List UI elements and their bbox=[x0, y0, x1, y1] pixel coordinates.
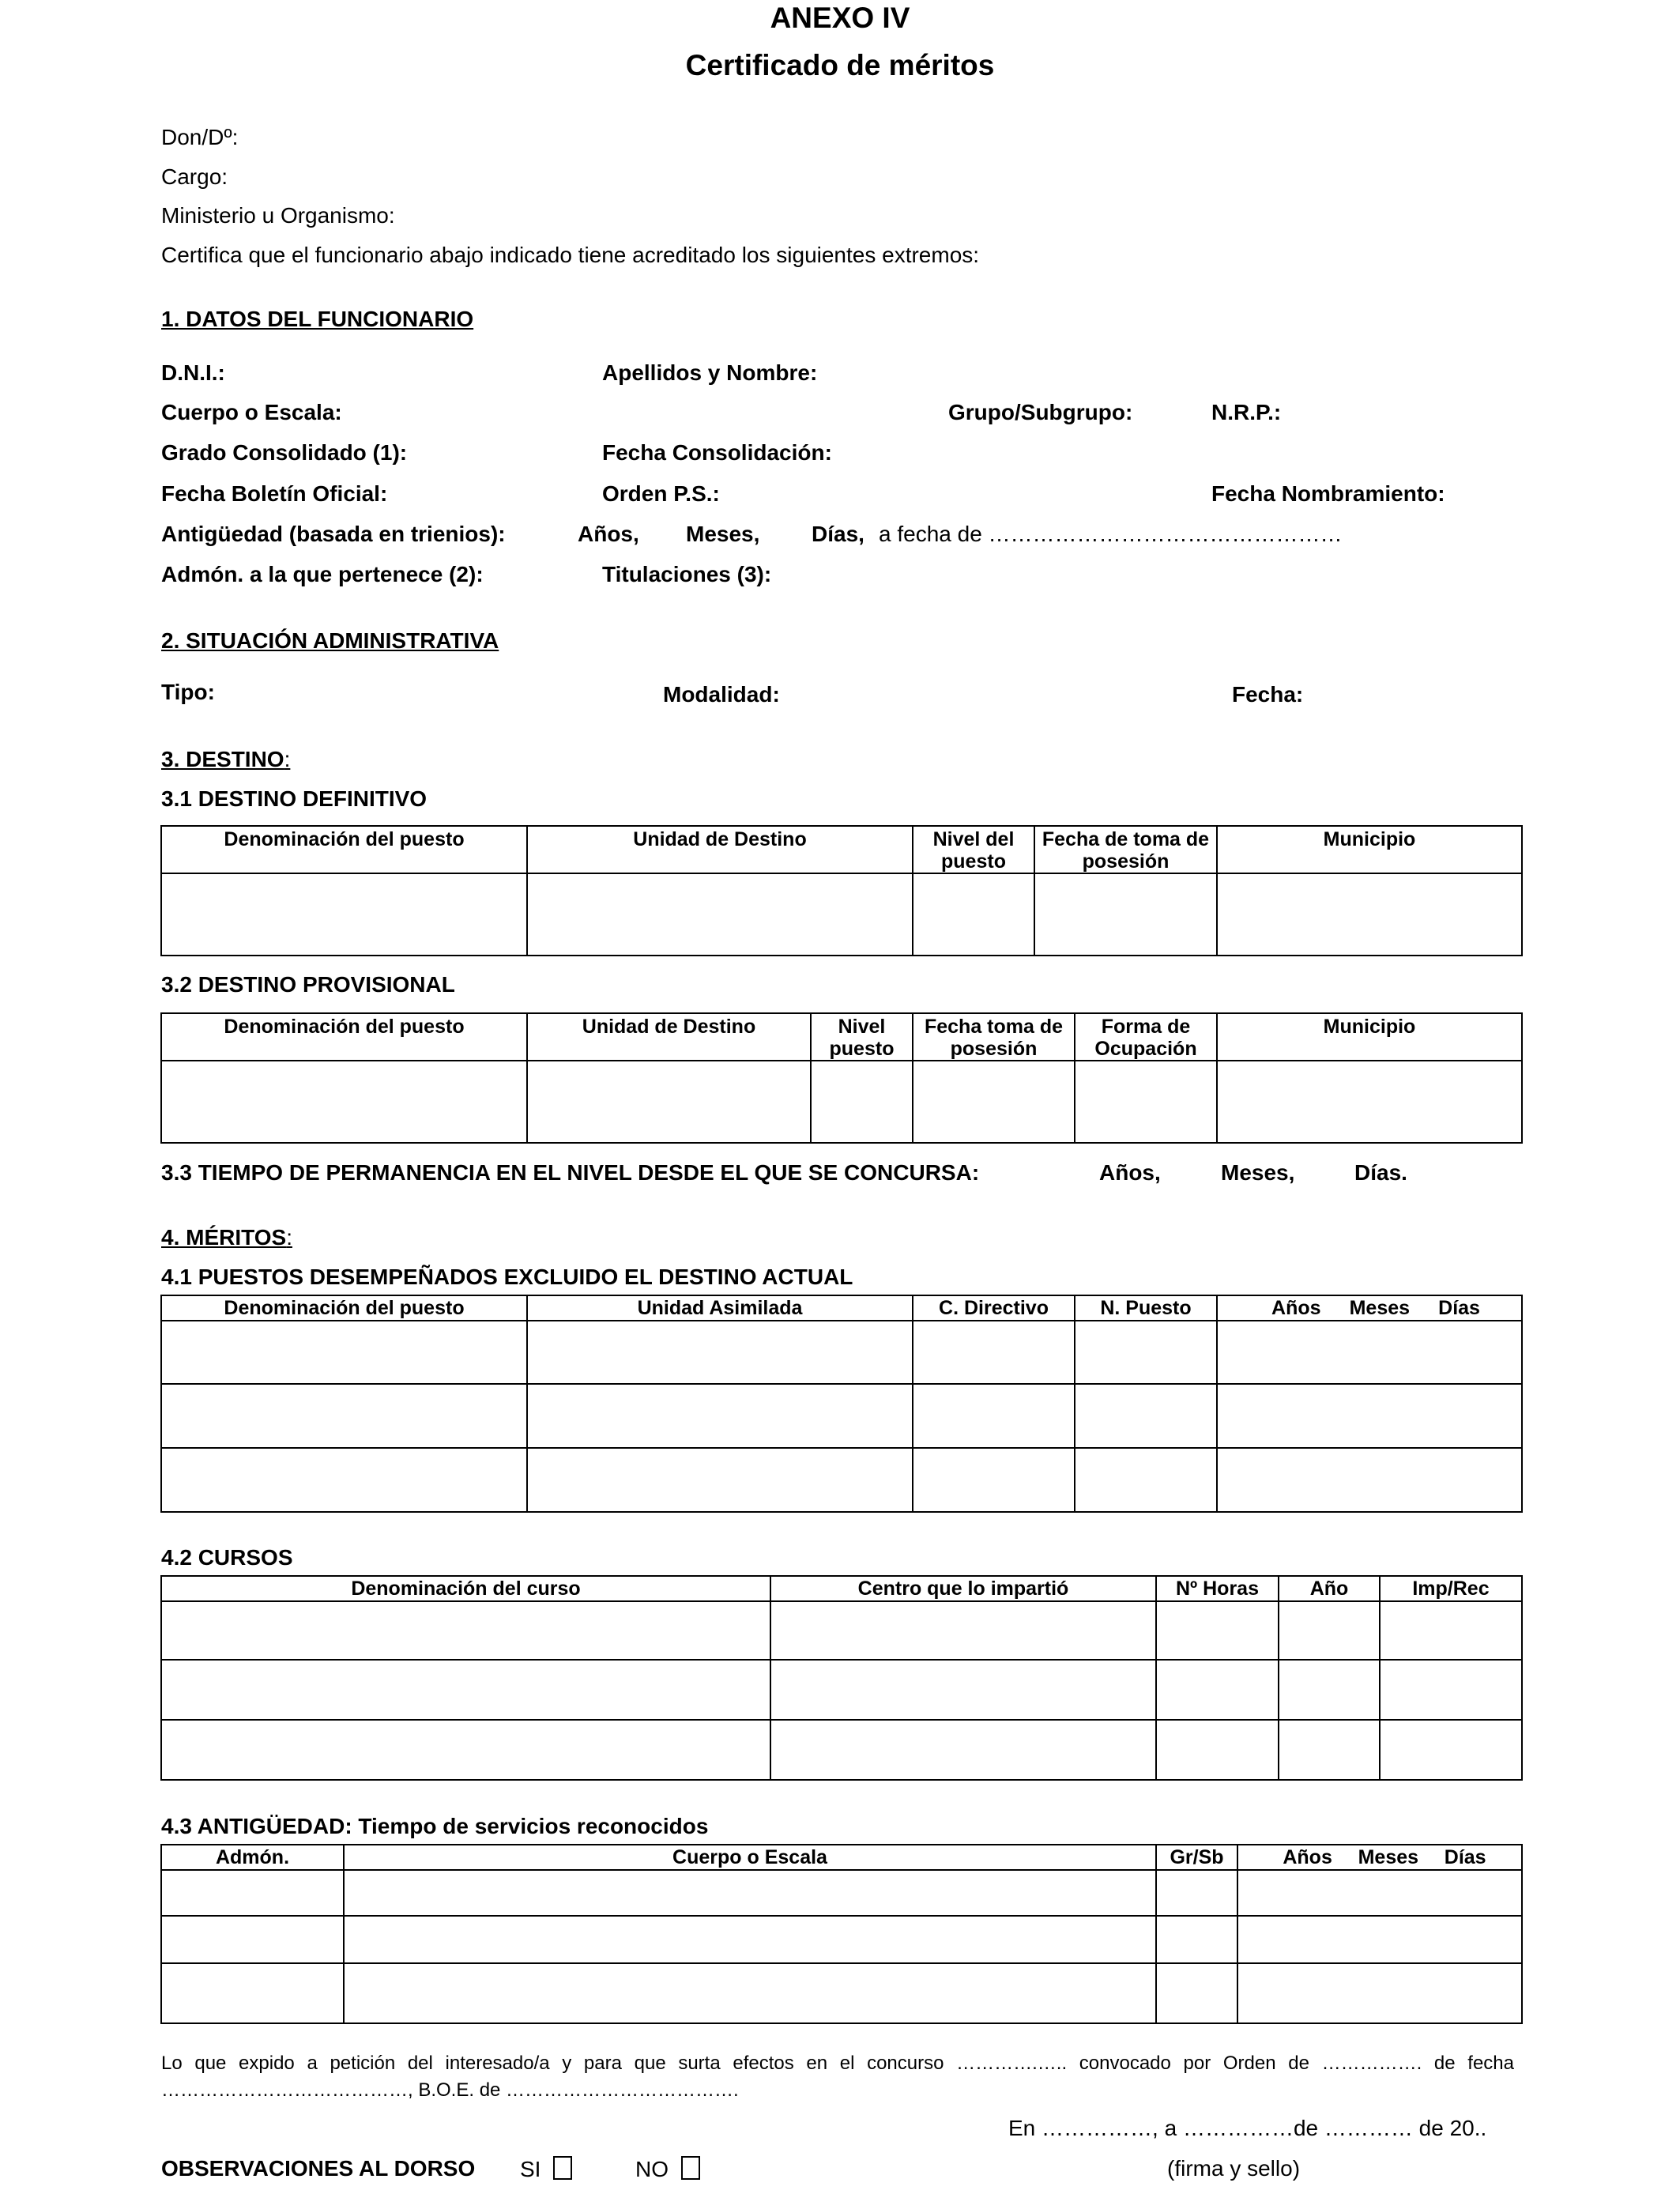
col-nivel: Nivel del puesto bbox=[913, 826, 1034, 873]
antiguedad-meses: Meses, bbox=[686, 522, 760, 546]
cell[interactable] bbox=[527, 1384, 913, 1448]
cell-nivel[interactable] bbox=[913, 873, 1034, 956]
section42-heading: 4.2 CURSOS bbox=[161, 1545, 293, 1570]
si-label: SI bbox=[520, 2157, 541, 2181]
cell[interactable] bbox=[161, 1384, 527, 1448]
page-title: Certificado de méritos bbox=[685, 49, 995, 81]
section3-heading bbox=[161, 747, 290, 772]
table-row bbox=[161, 873, 1522, 956]
section33-heading: 3.3 TIEMPO DE PERMANENCIA EN EL NIVEL DESDE EL QUE SE CONCURSA: bbox=[161, 1160, 980, 1185]
cell[interactable] bbox=[770, 1601, 1156, 1660]
col-admon: Admón. bbox=[161, 1845, 344, 1870]
table-row bbox=[161, 1870, 1522, 1916]
si-option[interactable] bbox=[520, 2156, 572, 2182]
cell[interactable] bbox=[161, 1870, 344, 1916]
fecha-nombramiento-label: Fecha Nombramiento: bbox=[1211, 481, 1445, 506]
col-meses: Meses bbox=[1358, 1846, 1419, 1868]
cell[interactable] bbox=[1156, 1601, 1279, 1660]
cell[interactable] bbox=[1217, 1448, 1522, 1512]
cell-unidad[interactable] bbox=[527, 873, 913, 956]
modalidad-label: Modalidad: bbox=[663, 682, 780, 707]
col-horas: Nº Horas bbox=[1156, 1576, 1279, 1601]
cell[interactable] bbox=[1075, 1321, 1217, 1384]
section3-heading-text: 3. DESTINO bbox=[161, 747, 284, 771]
cell[interactable] bbox=[527, 1321, 913, 1384]
col-dias: Días bbox=[1444, 1846, 1486, 1868]
grupo-label: Grupo/Subgrupo: bbox=[948, 400, 1133, 424]
col-denominacion: Denominación del puesto bbox=[161, 1295, 527, 1321]
table-row bbox=[161, 1061, 1522, 1143]
permanencia-meses: Meses, bbox=[1221, 1160, 1295, 1185]
cell[interactable] bbox=[1156, 1660, 1279, 1720]
cell[interactable] bbox=[344, 1963, 1156, 2023]
section4-colon: : bbox=[286, 1225, 292, 1250]
cell[interactable] bbox=[1380, 1601, 1522, 1660]
permanencia-dias: Días. bbox=[1354, 1160, 1407, 1185]
cell[interactable] bbox=[161, 1321, 527, 1384]
cell-nivel[interactable] bbox=[811, 1061, 913, 1143]
cell-denominacion[interactable] bbox=[161, 1061, 527, 1143]
table-row bbox=[161, 1601, 1522, 1660]
col-denominacion: Denominación del puesto bbox=[161, 826, 527, 873]
section32-heading: 3.2 DESTINO PROVISIONAL bbox=[161, 972, 455, 997]
observaciones-label: OBSERVACIONES AL DORSO bbox=[161, 2156, 476, 2181]
firma-label: (firma y sello) bbox=[1167, 2156, 1301, 2181]
table-row bbox=[161, 1321, 1522, 1384]
cell[interactable] bbox=[1156, 1916, 1237, 1963]
col-forma-ocupacion: Forma de Ocupación bbox=[1075, 1013, 1217, 1061]
col-unidad-asimilada: Unidad Asimilada bbox=[527, 1295, 913, 1321]
cursos-table bbox=[160, 1575, 1523, 1781]
col-denominacion-curso: Denominación del curso bbox=[161, 1576, 770, 1601]
section43-heading: 4.3 ANTIGÜEDAD: Tiempo de servicios reconocidos bbox=[161, 1814, 709, 1838]
si-checkbox[interactable] bbox=[553, 2156, 572, 2180]
fecha-boletin-label: Fecha Boletín Oficial: bbox=[161, 481, 388, 506]
admon-label: Admón. a la que pertenece (2): bbox=[161, 562, 484, 586]
cell[interactable] bbox=[1075, 1448, 1217, 1512]
cell[interactable] bbox=[913, 1321, 1075, 1384]
cell[interactable] bbox=[344, 1870, 1156, 1916]
section2-heading: 2. SITUACIÓN ADMINISTRATIVA bbox=[161, 628, 499, 653]
col-gr-sb: Gr/Sb bbox=[1156, 1845, 1237, 1870]
cell-municipio[interactable] bbox=[1217, 1061, 1522, 1143]
col-duracion bbox=[1217, 1295, 1522, 1321]
cell[interactable] bbox=[1156, 1870, 1237, 1916]
cell[interactable] bbox=[1279, 1720, 1380, 1780]
cell-denominacion[interactable] bbox=[161, 873, 527, 956]
cell[interactable] bbox=[1237, 1870, 1522, 1916]
cell[interactable] bbox=[161, 1448, 527, 1512]
col-unidad-destino: Unidad de Destino bbox=[527, 1013, 811, 1061]
cell[interactable] bbox=[527, 1448, 913, 1512]
col-nivel: Nivel puesto bbox=[811, 1013, 913, 1061]
no-label: NO bbox=[635, 2157, 669, 2181]
col-anio: Año bbox=[1279, 1576, 1380, 1601]
table-row bbox=[161, 1384, 1522, 1448]
cell[interactable] bbox=[161, 1720, 770, 1780]
col-n-puesto: N. Puesto bbox=[1075, 1295, 1217, 1321]
don-label: Don/Dº: bbox=[161, 125, 239, 149]
certifica-text: Certifica que el funcionario abajo indicado tiene acreditado los siguientes extremos: bbox=[161, 243, 980, 267]
ministerio-label: Ministerio u Organismo: bbox=[161, 203, 395, 228]
cell[interactable] bbox=[1279, 1660, 1380, 1720]
no-option[interactable] bbox=[635, 2156, 700, 2182]
table-row bbox=[161, 1720, 1522, 1780]
grado-label: Grado Consolidado (1): bbox=[161, 440, 408, 465]
cargo-label: Cargo: bbox=[161, 164, 228, 189]
col-fecha-toma: Fecha de toma de posesión bbox=[1034, 826, 1217, 873]
cell[interactable] bbox=[770, 1660, 1156, 1720]
section31-heading: 3.1 DESTINO DEFINITIVO bbox=[161, 786, 428, 811]
col-anios: Años bbox=[1283, 1846, 1332, 1868]
cell[interactable] bbox=[1217, 1321, 1522, 1384]
col-duracion bbox=[1237, 1845, 1522, 1870]
col-denominacion: Denominación del puesto bbox=[161, 1013, 527, 1061]
col-unidad-destino: Unidad de Destino bbox=[527, 826, 913, 873]
cell[interactable] bbox=[161, 1660, 770, 1720]
cell[interactable] bbox=[1279, 1601, 1380, 1660]
cell[interactable] bbox=[1075, 1384, 1217, 1448]
cell[interactable] bbox=[161, 1601, 770, 1660]
col-municipio: Municipio bbox=[1217, 826, 1522, 873]
section1-heading: 1. DATOS DEL FUNCIONARIO bbox=[161, 307, 474, 331]
table-row bbox=[161, 1916, 1522, 1963]
nrp-label: N.R.P.: bbox=[1211, 400, 1282, 424]
cell[interactable] bbox=[770, 1720, 1156, 1780]
antiguedad-label: Antigüedad (basada en trienios): bbox=[161, 522, 506, 546]
col-meses: Meses bbox=[1349, 1297, 1411, 1319]
col-c-directivo: C. Directivo bbox=[913, 1295, 1075, 1321]
cell[interactable] bbox=[1217, 1384, 1522, 1448]
cell[interactable] bbox=[1237, 1963, 1522, 2023]
antiguedad-dias: Días, bbox=[812, 522, 864, 546]
cell[interactable] bbox=[344, 1916, 1156, 1963]
col-dias: Días bbox=[1438, 1297, 1480, 1319]
cell[interactable] bbox=[161, 1916, 344, 1963]
apellidos-label: Apellidos y Nombre: bbox=[602, 360, 818, 385]
cell[interactable] bbox=[1156, 1963, 1237, 2023]
cell[interactable] bbox=[161, 1963, 344, 2023]
tipo-label: Tipo: bbox=[161, 680, 215, 704]
cell-fecha[interactable] bbox=[1034, 873, 1217, 956]
table-row bbox=[161, 1963, 1522, 2023]
cell-forma[interactable] bbox=[1075, 1061, 1217, 1143]
annex-title: ANEXO IV bbox=[770, 2, 910, 34]
cell-unidad[interactable] bbox=[527, 1061, 811, 1143]
cuerpo-label: Cuerpo o Escala: bbox=[161, 400, 342, 424]
puestos-table bbox=[160, 1295, 1523, 1513]
col-fecha-toma: Fecha toma de posesión bbox=[913, 1013, 1075, 1061]
no-checkbox[interactable] bbox=[681, 2156, 700, 2180]
cell[interactable] bbox=[913, 1384, 1075, 1448]
cell[interactable] bbox=[1156, 1720, 1279, 1780]
dni-label: D.N.I.: bbox=[161, 360, 225, 385]
col-anios: Años bbox=[1271, 1297, 1321, 1319]
fecha-consolidacion-label: Fecha Consolidación: bbox=[602, 440, 832, 465]
permanencia-anios: Años, bbox=[1099, 1160, 1161, 1185]
table-row bbox=[161, 1448, 1522, 1512]
place-date-line: En ……………, a ……………de ………… de 20.. bbox=[1008, 2116, 1487, 2140]
cell-municipio[interactable] bbox=[1217, 873, 1522, 956]
destino-provisional-table bbox=[160, 1012, 1523, 1144]
antiguedad-anios: Años, bbox=[578, 522, 639, 546]
section4-heading-text: 4. MÉRITOS bbox=[161, 1225, 287, 1250]
titulaciones-label: Titulaciones (3): bbox=[602, 562, 772, 586]
antiguedad-table bbox=[160, 1844, 1523, 2024]
section3-colon: : bbox=[284, 747, 291, 771]
orden-ps-label: Orden P.S.: bbox=[602, 481, 720, 506]
section41-heading: 4.1 PUESTOS DESEMPEÑADOS EXCLUIDO EL DESTINO ACTUAL bbox=[161, 1265, 853, 1289]
antiguedad-fecha: a fecha de ………………………………………… bbox=[879, 522, 1343, 546]
cell[interactable] bbox=[913, 1448, 1075, 1512]
cell[interactable] bbox=[1380, 1720, 1522, 1780]
col-municipio: Municipio bbox=[1217, 1013, 1522, 1061]
cell[interactable] bbox=[1380, 1660, 1522, 1720]
col-centro: Centro que lo impartió bbox=[770, 1576, 1156, 1601]
destino-definitivo-table bbox=[160, 825, 1523, 956]
fecha-situacion-label: Fecha: bbox=[1232, 682, 1304, 707]
cell[interactable] bbox=[1237, 1916, 1522, 1963]
cell-fecha[interactable] bbox=[913, 1061, 1075, 1143]
table-row bbox=[161, 1660, 1522, 1720]
col-cuerpo-escala: Cuerpo o Escala bbox=[344, 1845, 1156, 1870]
section4-heading bbox=[161, 1225, 292, 1250]
col-imp-rec: Imp/Rec bbox=[1380, 1576, 1522, 1601]
certification-statement: Lo que expido a petición del interesado/a y para que surta efectos en el concurso ………….….. convocado por Orden de ……………. de fecha …………………………………, B.O.E. de ………………………………. bbox=[161, 2053, 1514, 2101]
